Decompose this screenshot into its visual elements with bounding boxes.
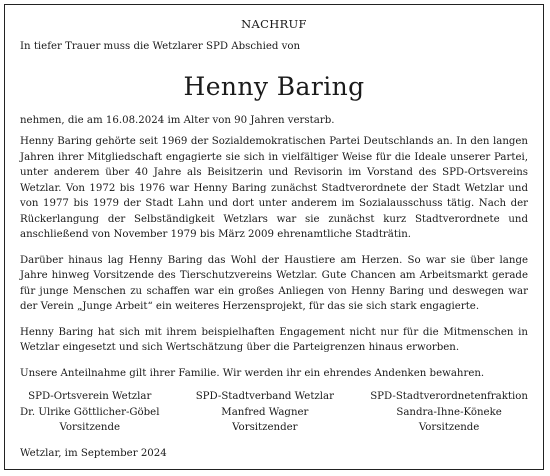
- signer-role: Vorsitzende: [59, 422, 120, 433]
- signer-person: Sandra-Ihne-Köneke: [396, 406, 502, 418]
- biography-paragraph: Henny Baring gehörte seit 1969 der Sozialdemokratischen Partei Deutschlands an. In den langen Jahren ihrer Mitgliedschaft engagierte sie sich in vielfältiger Weise für die Ideale unserer Partei, unter anderem über 40 Jahre als Beisitzerin und Revisorin im Vorstand des SPD-Ortsvereins Wetzlar. Von 1972 bis 1976 war Henny Baring zunächst Stadtverordnete der Stadt Wetzlar und von 1977 bis 1979 der Stadt Lahn und dort unter anderem im Sozialausschuss tätig. Nach der Rückerlangung der Selbständigkeit Wetzlars war sie zunächst kurz Stadtverordnete und anschließend von November 1979 bis März 2009 ehrenamtliche Stadträtin.: [20, 136, 528, 240]
- obituary-content: [20, 17, 528, 461]
- intro-text: In tiefer Trauer muss die Wetzlarer SPD Abschied von: [20, 41, 301, 52]
- closing-text: Unsere Anteilnahme gilt ihrer Familie. Wir werden ihr ein ehrendes Andenken bewahren.: [20, 367, 485, 379]
- signer-person: Manfred Wagner: [221, 406, 309, 418]
- place-date: Wetzlar, im September 2024: [20, 447, 167, 459]
- tribute-paragraph: Henny Baring hat sich mit ihrem beispielhaften Engagement nicht nur für die Mitmenschen in Wetzlar eingesetzt und sich Wertschätzung über die Parteigrenzen hinaus erworben.: [20, 326, 528, 353]
- signer-ortsverein: [20, 389, 159, 436]
- obituary-frame: [4, 4, 544, 470]
- signer-org: SPD-Stadtverordnetenfraktion: [370, 391, 528, 402]
- notice-heading: NACHRUF: [241, 17, 307, 31]
- signer-fraktion: [370, 389, 528, 436]
- engagement-paragraph: Darüber hinaus lag Henny Baring das Wohl der Haustiere am Herzen. So war sie über lange Jahre hinweg Vorsitzende des Tierschutzvereins Wetzlar. Gute Chancen am Arbeitsmarkt gerade für junge Menschen zu schaffen war ein großes Anliegen von Henny Baring und deswegen war der Verein „Junge Arbeit“ ein weiteres Herzensprojekt, für das sie sich stark engagierte.: [20, 254, 528, 312]
- signer-org: SPD-Stadtverband Wetzlar: [195, 391, 334, 402]
- signer-person: Dr. Ulrike Göttlicher-Göbel: [20, 406, 160, 418]
- signer-role: Vorsitzender: [232, 422, 298, 433]
- signer-org: SPD-Ortsverein Wetzlar: [28, 391, 152, 402]
- signers-row: [20, 389, 528, 436]
- signer-role: Vorsitzende: [418, 422, 480, 433]
- death-notice-text: nehmen, die am 16.08.2024 im Alter von 90 Jahren verstarb.: [20, 114, 335, 126]
- signer-stadtverband: [196, 389, 334, 436]
- deceased-name: Henny Baring: [183, 71, 365, 101]
